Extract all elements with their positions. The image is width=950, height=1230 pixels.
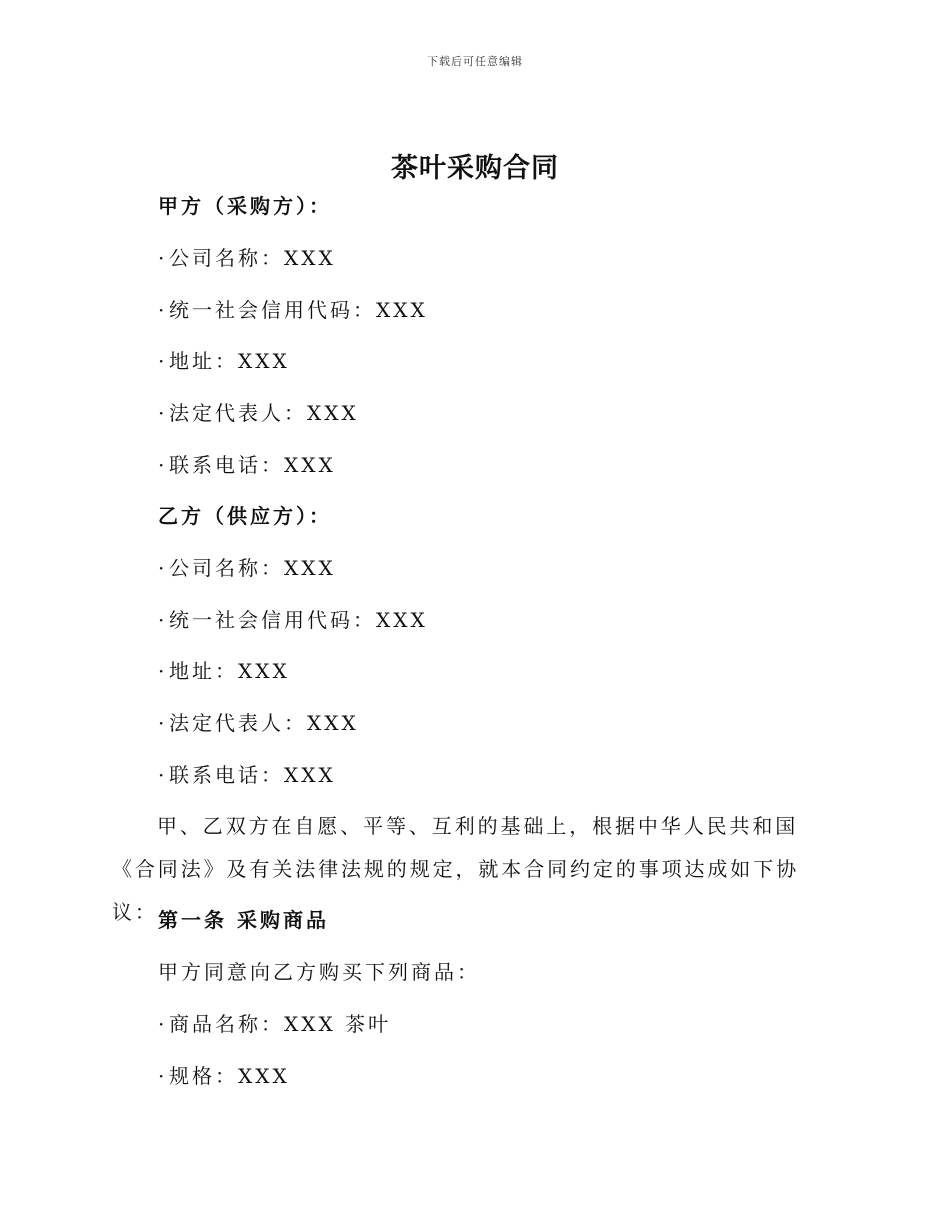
article-1-spec-text: 规格：XXX [169, 1064, 290, 1088]
party-a-company-name [158, 244, 336, 272]
party-a-address [158, 347, 290, 375]
party-b-phone-text: 联系电话：XXX [169, 763, 336, 787]
party-a-phone-text: 联系电话：XXX [169, 453, 336, 477]
party-b-credit-code [158, 606, 428, 634]
party-b-heading: 乙方（供应方）： [158, 504, 332, 528]
party-b-credit-code-text: 统一社会信用代码：XXX [169, 608, 428, 632]
party-a-address-text: 地址：XXX [169, 349, 290, 373]
party-a-credit-code [158, 296, 428, 324]
article-1-product-name-text: 商品名称：XXX 茶叶 [169, 1012, 392, 1036]
preamble-paragraph: 甲、乙双方在自愿、平等、互利的基础上，根据中华人民共和国《合同法》及有关法律法规的规定，就本合同约定的事项达成如下协议： [112, 814, 799, 924]
party-a-phone [158, 451, 336, 479]
bullet-mark: · [158, 1064, 165, 1088]
party-b-company-name [158, 554, 336, 582]
article-1-product-name [158, 1010, 391, 1038]
party-a-legal-rep-text: 法定代表人：XXX [169, 401, 359, 425]
party-b-legal-rep [158, 709, 359, 737]
bullet-mark: · [158, 711, 165, 735]
bullet-mark: · [158, 608, 165, 632]
party-a-heading: 甲方（采购方）： [158, 194, 332, 218]
bullet-mark: · [158, 659, 165, 683]
article-1-spec [158, 1062, 290, 1090]
document-title: 茶叶采购合同 [391, 153, 559, 184]
bullet-mark: · [158, 556, 165, 580]
party-b-legal-rep-text: 法定代表人：XXX [169, 711, 359, 735]
article-1-intro: 甲方同意向乙方购买下列商品： [158, 960, 480, 984]
bullet-mark: · [158, 401, 165, 425]
bullet-mark: · [158, 763, 165, 787]
party-b-company-name-text: 公司名称：XXX [169, 556, 336, 580]
bullet-mark: · [158, 349, 165, 373]
party-b-address-text: 地址：XXX [169, 659, 290, 683]
page-header-note: 下载后可任意编辑 [427, 55, 523, 68]
bullet-mark: · [158, 453, 165, 477]
party-b-phone [158, 761, 336, 789]
bullet-mark: · [158, 298, 165, 322]
party-a-legal-rep [158, 399, 359, 427]
party-a-company-name-text: 公司名称：XXX [169, 246, 336, 270]
bullet-mark: · [158, 246, 165, 270]
article-1-heading: 第一条 采购商品 [158, 908, 329, 932]
party-a-credit-code-text: 统一社会信用代码：XXX [169, 298, 428, 322]
party-b-address [158, 657, 290, 685]
bullet-mark: · [158, 1012, 165, 1036]
